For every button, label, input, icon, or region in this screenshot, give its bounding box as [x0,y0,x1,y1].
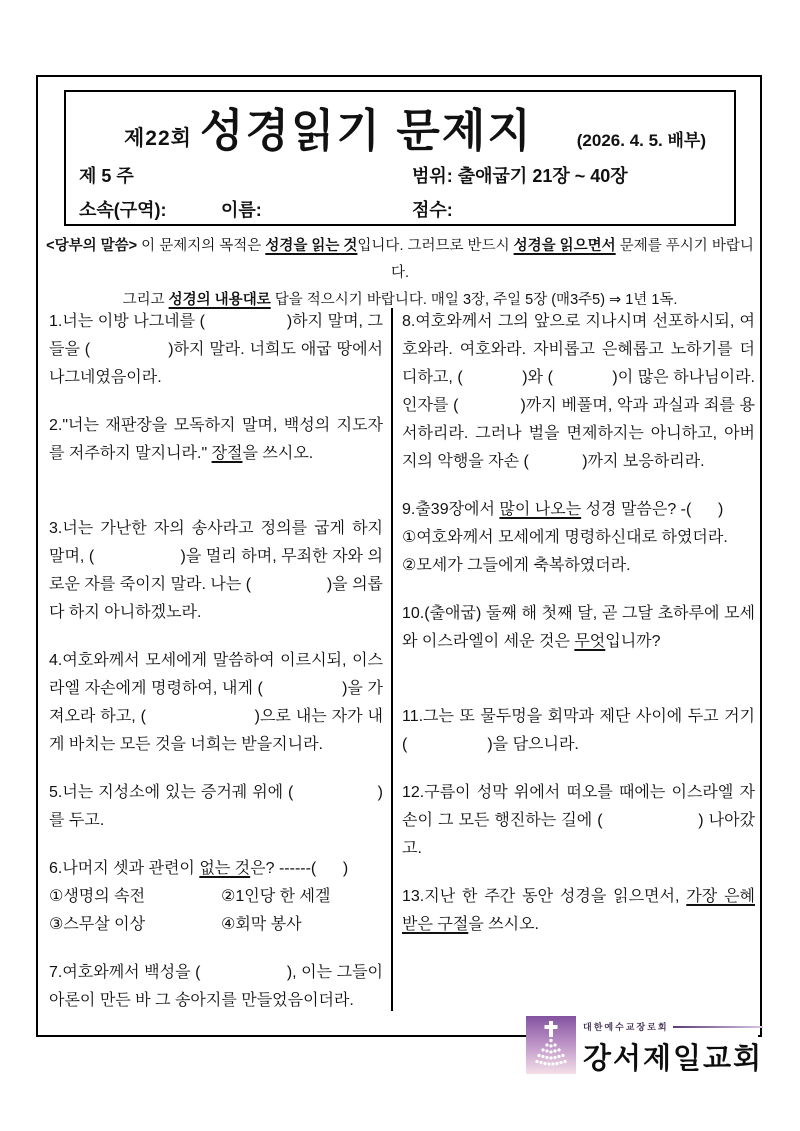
option: ①여호와께서 모세에게 명령하신대로 하였더라. [402,529,728,546]
underlined-text: 장절 [211,445,243,462]
text-segment: 은? ------( ) [250,860,349,877]
underlined-text: 무엇 [574,633,606,650]
distribution-date: (2026. 4. 5. 배부) [576,131,706,150]
logo-divider-line [673,1026,764,1028]
denomination-label: 대한예수교장로회 [583,1022,669,1032]
underlined-text: 없는 것 [199,860,251,877]
question-10 [402,600,755,656]
text-segment: 입니까? [605,633,661,650]
text-segment: 문제를 푸시기 바랍니다. [390,238,754,281]
text-segment: 이 문제지의 목적은 [137,238,266,254]
logo-mark-graphic [526,1016,576,1074]
text-segment: 그리고 [122,292,169,308]
text-segment: 6.나머지 셋과 관련이 [49,860,200,877]
score-label: 점수: [412,200,453,220]
question-1 [49,308,383,392]
question-9 [402,496,755,580]
question-12 [402,779,755,863]
notice-block [44,233,756,314]
question-4 [49,647,383,759]
notice-line-1 [44,233,756,287]
option: ②1인당 한 세겔 [221,888,331,905]
text-segment: 7.여호와께서 백성을 ( ), 이는 그들이 아론이 만든 바 그 송아지를 만들었음이더라. [49,964,383,1009]
range-label: 범위: 출애굽기 21장 ~ 40장 [412,166,628,186]
question-5-text [49,779,383,835]
questions-left-column [49,308,391,1011]
week-label: 제 5 주 [79,166,134,186]
underlined-text: 성경을 읽는 것 [265,238,358,254]
church-logo [526,1008,764,1094]
question-7 [49,959,383,1015]
text-segment: 성경 말씀은? -( ) [581,501,724,518]
question-11-text [402,703,755,759]
header-row-identity [79,196,724,222]
column-divider [391,308,393,1011]
question-8-text [402,308,755,476]
question-10-text [402,600,755,656]
page-title: 성경읽기 문제지 [200,105,533,156]
question-9-text [402,496,755,524]
text-segment: 답을 적으시기 바랍니다. 매일 3장, 주일 5장 (매3주5) ⇒ 1년 1독. [270,292,678,308]
option: ③스무살 이상 [49,916,146,933]
question-3-text [49,515,383,627]
underlined-text: 가장 은혜 받은 구절 [402,888,755,933]
text-segment: 8.여호와께서 그의 앞으로 지나시며 선포하시되, 여호와라. 여호와라. 자비롭고 은혜롭고 노하기를 더디하고, ( )와 ( )이 많은 하나님이라. 인자를 ( )까지 베풀며, 악과 과실과 죄를 용서하리라. 그러나 벌을 면제하지는 아니하고, 아버지의 악행을 자손 ( )까지 보응하리라. [402,313,755,470]
question-4-text [49,647,383,759]
text-segment: 12.구름이 성막 위에서 떠오를 때에는 이스라엘 자손이 그 모든 행진하는 길에 ( ) 나아갔고. [402,784,755,857]
header-box [64,90,736,226]
option: ④회막 봉사 [221,916,302,933]
text-segment: 11.그는 또 물두멍을 회막과 제단 사이에 두고 거기 ( )을 담으니라. [402,708,755,753]
question-8 [402,308,755,476]
header-row-week [79,162,724,192]
text-segment: 9.출39장에서 [402,501,500,518]
underlined-text: 성경을 읽으면서 [513,238,616,254]
text-segment: 1.너는 이방 나그네를 ( )하지 말며, 그들을 ( )하지 말라. 너희도 애굽 땅에서 나그네였음이라. [49,313,383,386]
question-columns [49,308,755,1011]
question-6 [49,855,383,939]
logo-mark [526,1016,576,1074]
text-segment: 2."너는 재판장을 모독하지 말며, 백성의 지도자를 저주하지 말지니라." [49,417,383,462]
text-segment: 13.지난 한 주간 동안 성경을 읽으면서, [402,888,687,905]
logo-top-row [583,1020,763,1033]
text-segment: 3.너는 가난한 자의 송사라고 정의를 굽게 하지 말며, ( )을 멀리 하며, 무죄한 자와 의로운 자를 죽이지 말라. 나는 ( )을 의롭다 하지 아니하겠노라. [49,520,383,621]
text-segment: 5.너는 지성소에 있는 증거궤 위에 ( )를 두고. [49,784,383,829]
question-3 [49,515,383,627]
text-segment: <당부의 말씀> [46,238,138,254]
questions-right-column [402,308,755,1011]
church-name: 강서제일교회 [583,1043,764,1075]
question-2 [49,412,383,468]
question-13 [402,883,755,939]
underlined-text: 많이 나오는 [499,501,582,518]
question-12-text [402,779,755,863]
text-segment: 입니다. 그러므로 반드시 [357,238,514,254]
question-5 [49,779,383,835]
question-11 [402,703,755,759]
option: ①생명의 속전 [49,888,146,905]
text-segment: 10.(출애굽) 둘째 해 첫째 달, 곧 그달 초하루에 모세와 이스라엘이 세운 것은 [402,605,755,650]
question-1-text [49,308,383,392]
affiliation-label: 소속(구역): [79,200,167,220]
question-7-text [49,959,383,1015]
text-segment: 을 쓰시오. [468,916,539,933]
question-2-text [49,412,383,468]
question-6-text [49,855,383,883]
logo-text-block [576,1008,763,1094]
text-segment: 4.여호와께서 모세에게 말씀하여 이르시되, 이스라엘 자손에게 명령하여, 내게 ( )을 가져오라 하고, ( )으로 내는 자가 내게 바치는 모든 것을 너희는 받을지니라. [49,652,383,753]
question-13-text [402,883,755,939]
text-segment: 을 쓰시오. [242,445,314,462]
name-label: 이름: [221,200,262,220]
underlined-text: 성경의 내용대로 [168,292,271,308]
round-label: 제22회 [124,127,192,150]
option: ②모세가 그들에게 축복하였더라. [402,557,631,574]
question-6-options [49,883,383,939]
